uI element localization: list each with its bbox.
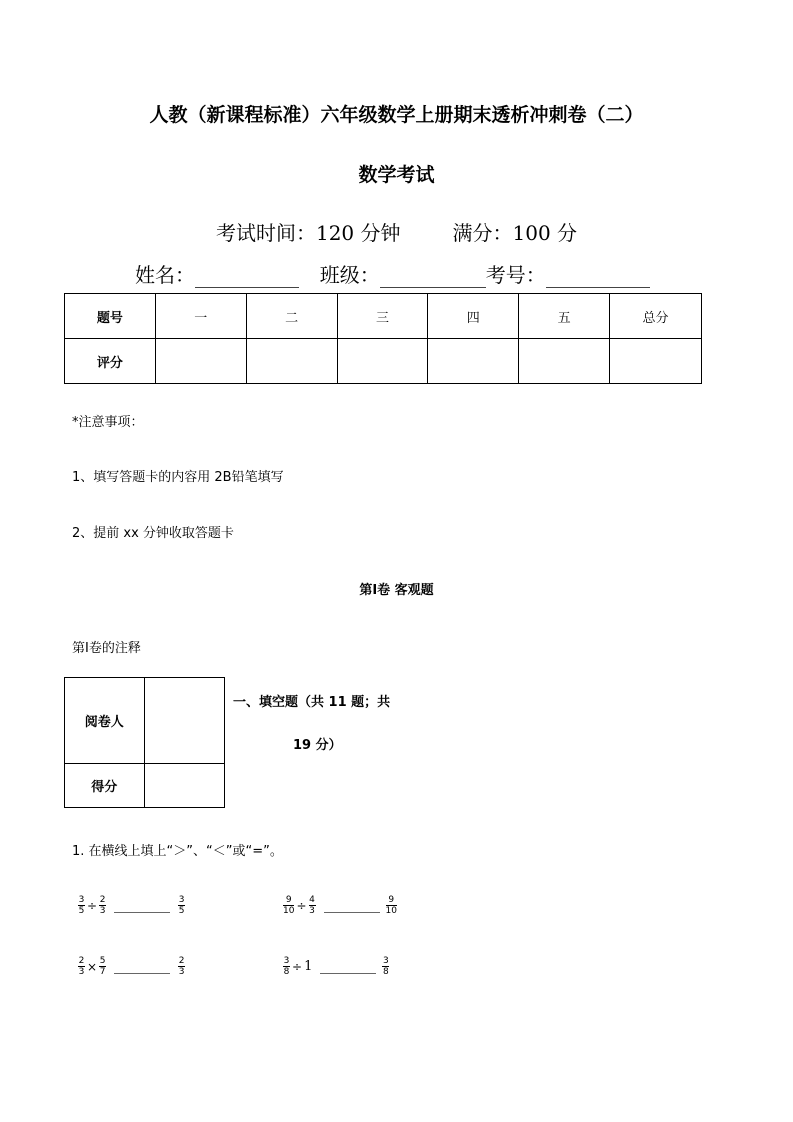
score-cell[interactable] bbox=[337, 339, 428, 384]
section-note: 第Ⅰ卷的注释 bbox=[72, 641, 141, 656]
student-info-line bbox=[135, 259, 650, 288]
fraction: $\frac{5}{7}$ bbox=[99, 956, 106, 977]
score-cell[interactable] bbox=[246, 339, 337, 384]
name-label: 姓名： bbox=[135, 263, 195, 287]
fraction: $\frac{2}{3}$ bbox=[99, 895, 106, 916]
fill-section-points: 19 分） bbox=[293, 738, 342, 753]
times-sign: × bbox=[87, 959, 98, 974]
table-header-cell: 二 bbox=[246, 294, 337, 339]
answer-blank[interactable] bbox=[114, 973, 170, 974]
table-row bbox=[65, 764, 225, 808]
divide-sign: ÷ bbox=[292, 959, 303, 974]
name-blank[interactable] bbox=[195, 268, 299, 288]
table-row-label: 评分 bbox=[65, 339, 156, 384]
fraction: $\frac{3}{5}$ bbox=[178, 895, 185, 916]
time-score-line bbox=[0, 217, 793, 246]
table-header-cell: 总分 bbox=[610, 294, 702, 339]
fraction: $\frac{2}{3}$ bbox=[78, 956, 85, 977]
answer-blank[interactable] bbox=[324, 912, 380, 913]
answer-blank[interactable] bbox=[320, 973, 376, 974]
full-score: 满分：100 分 bbox=[452, 221, 578, 245]
comparison-expression-b bbox=[283, 895, 397, 916]
grade-label: 得分 bbox=[65, 764, 145, 808]
answer-blank[interactable] bbox=[114, 912, 170, 913]
table-header-cell: 三 bbox=[337, 294, 428, 339]
notes-title: *注意事项： bbox=[72, 415, 144, 430]
fraction: $\frac{4}{3}$ bbox=[309, 895, 315, 916]
score-cell[interactable] bbox=[519, 339, 610, 384]
grade-cell[interactable] bbox=[144, 764, 224, 808]
id-label: 考号： bbox=[485, 263, 546, 287]
table-row bbox=[65, 339, 702, 384]
exam-subtitle: 数学考试 bbox=[358, 164, 435, 186]
fill-section-title: 一、填空题（共 11 题；共 bbox=[233, 695, 391, 710]
class-label: 班级： bbox=[319, 263, 380, 287]
table-header-cell: 五 bbox=[519, 294, 610, 339]
fraction: $\frac{3}{8}$ bbox=[283, 956, 290, 977]
table-header-cell: 四 bbox=[428, 294, 519, 339]
comparison-expression-d bbox=[283, 956, 389, 977]
score-cell[interactable] bbox=[155, 339, 246, 384]
fraction: $\frac{9}{10}$ bbox=[385, 895, 397, 916]
id-blank[interactable] bbox=[546, 268, 650, 288]
note-item-1: 1、填写答题卡的内容用 2B铅笔填写 bbox=[72, 470, 284, 485]
reviewer-cell[interactable] bbox=[144, 678, 224, 764]
score-cell[interactable] bbox=[428, 339, 519, 384]
table-row bbox=[65, 678, 225, 764]
class-blank[interactable] bbox=[380, 268, 486, 288]
divide-sign: ÷ bbox=[87, 898, 98, 913]
table-row bbox=[65, 294, 702, 339]
divide-sign: ÷ bbox=[296, 898, 307, 913]
comparison-expression-a bbox=[78, 895, 185, 916]
exam-title: 人教（新课程标准）六年级数学上册期末透析冲刺卷（二） bbox=[149, 104, 644, 126]
fraction: $\frac{9}{10}$ bbox=[283, 895, 295, 916]
exam-time: 考试时间：120 分钟 bbox=[215, 221, 401, 245]
fraction: $\frac{2}{3}$ bbox=[178, 956, 185, 977]
score-table bbox=[64, 293, 702, 384]
section-title: 第Ⅰ卷 客观题 bbox=[359, 583, 434, 598]
number-one: 1 bbox=[304, 959, 313, 974]
table-header-cell: 一 bbox=[155, 294, 246, 339]
fraction: $\frac{3}{8}$ bbox=[382, 956, 389, 977]
grader-table bbox=[64, 677, 225, 808]
comparison-expression-c bbox=[78, 956, 185, 977]
fraction: $\frac{3}{5}$ bbox=[78, 895, 85, 916]
table-header-cell: 题号 bbox=[65, 294, 156, 339]
question-1-text: 1. 在横线上填上“＞”、“＜”或“=”。 bbox=[72, 844, 283, 859]
reviewer-label: 阅卷人 bbox=[65, 678, 145, 764]
score-cell[interactable] bbox=[610, 339, 702, 384]
note-item-2: 2、提前 xx 分钟收取答题卡 bbox=[72, 526, 234, 541]
